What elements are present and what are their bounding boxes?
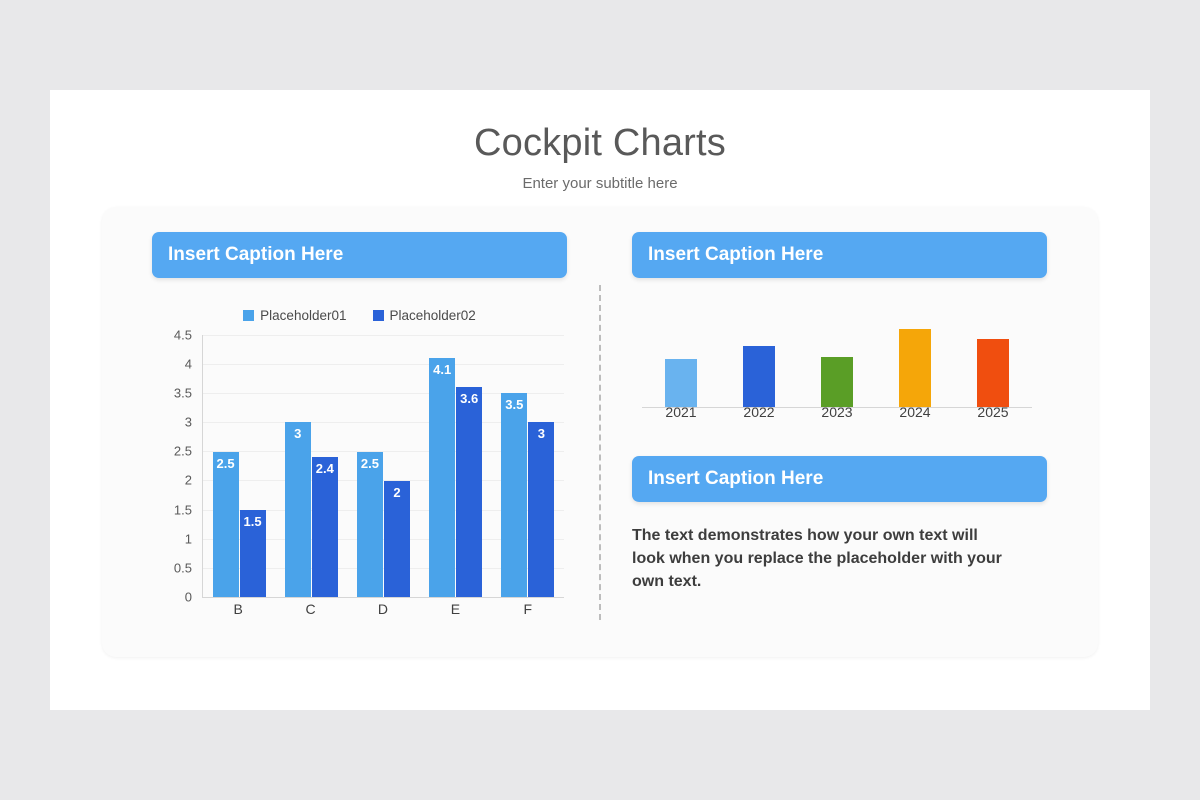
legend-label-series1: Placeholder01	[260, 308, 347, 323]
mini-x-tick: 2022	[743, 404, 775, 420]
bar-series1[interactable]	[213, 452, 239, 597]
bar-series1[interactable]	[429, 358, 455, 597]
bar-value-label: 2.4	[315, 461, 334, 476]
bar-series2[interactable]	[312, 457, 338, 597]
y-axis	[164, 327, 196, 605]
bar-value-label: 3	[537, 426, 545, 441]
mini-x-tick: 2024	[899, 404, 931, 420]
bar-series1[interactable]	[357, 452, 383, 597]
right-column	[632, 232, 1047, 594]
bar-value-label: 4.1	[433, 362, 452, 377]
y-tick: 3	[184, 414, 192, 430]
y-tick: 4.5	[173, 327, 192, 343]
y-tick: 4	[184, 356, 192, 372]
mini-x-axis-labels	[642, 404, 1032, 420]
legend-item-series1[interactable]	[243, 308, 346, 323]
y-tick: 1	[184, 531, 192, 547]
plot-area	[202, 335, 564, 598]
slide	[50, 90, 1150, 710]
chart-legend	[152, 308, 567, 323]
bar-value-label: 1.5	[243, 514, 262, 529]
mini-bar-2021[interactable]	[665, 359, 697, 407]
y-tick: 3.5	[173, 385, 192, 401]
x-tick: F	[523, 601, 533, 617]
bar-series2[interactable]	[456, 387, 482, 597]
mini-bar-2024[interactable]	[899, 329, 931, 407]
left-column	[152, 232, 567, 625]
bar-group-B	[213, 335, 266, 597]
bar-value-label: 2.5	[360, 456, 379, 471]
bar-group-E	[429, 335, 482, 597]
right-caption-bar-top[interactable]	[632, 232, 1047, 278]
bar-series2[interactable]	[528, 422, 554, 597]
bar-value-label: 3	[294, 426, 302, 441]
legend-item-series2[interactable]	[373, 308, 476, 323]
bar-series1[interactable]	[285, 422, 311, 597]
mini-bar-2022[interactable]	[743, 346, 775, 407]
content-panel	[102, 207, 1098, 657]
bar-group-C	[285, 335, 338, 597]
right-caption-bar-bottom[interactable]	[632, 456, 1047, 502]
mini-bar-2025[interactable]	[977, 339, 1009, 407]
left-caption-label: Insert Caption Here	[168, 244, 344, 265]
page-title: Cockpit Charts	[474, 122, 726, 164]
left-caption-bar[interactable]	[152, 232, 567, 278]
mini-x-tick: 2025	[977, 404, 1009, 420]
x-tick: B	[233, 601, 243, 617]
mini-bar-2023[interactable]	[821, 357, 853, 407]
y-tick: 1.5	[173, 502, 192, 518]
grouped-bar-chart	[164, 327, 564, 625]
page-subtitle: Enter your subtitle here	[522, 175, 678, 192]
bar-groups	[203, 335, 564, 597]
y-tick: 0	[184, 589, 192, 605]
bar-series1[interactable]	[501, 393, 527, 597]
y-tick: 2	[184, 472, 192, 488]
mini-bar-group	[642, 315, 1032, 408]
x-axis-labels	[202, 601, 564, 617]
y-tick: 0.5	[173, 560, 192, 576]
legend-swatch-icon	[373, 310, 384, 321]
bar-value-label: 2	[393, 485, 401, 500]
yearly-bar-chart	[642, 308, 1032, 420]
legend-label-series2: Placeholder02	[389, 308, 476, 323]
legend-swatch-icon	[243, 310, 254, 321]
bar-value-label: 3.6	[460, 391, 479, 406]
bar-series2[interactable]	[384, 481, 410, 597]
bar-value-label: 3.5	[505, 397, 524, 412]
right-caption-bottom-label: Insert Caption Here	[648, 468, 824, 489]
bar-series2[interactable]	[240, 510, 266, 597]
body-text: The text demonstrates how your own text will look when you replace the placeholder with your own text.	[632, 527, 1002, 591]
bar-group-D	[357, 335, 410, 597]
bar-value-label: 2.5	[216, 456, 235, 471]
bar-group-F	[501, 335, 554, 597]
y-tick: 2.5	[173, 443, 192, 459]
right-caption-top-label: Insert Caption Here	[648, 244, 824, 265]
mini-x-tick: 2023	[821, 404, 853, 420]
x-tick: C	[305, 601, 316, 617]
vertical-divider	[599, 285, 601, 620]
mini-x-tick: 2021	[665, 404, 697, 420]
x-tick: E	[450, 601, 461, 617]
x-tick: D	[377, 601, 389, 617]
